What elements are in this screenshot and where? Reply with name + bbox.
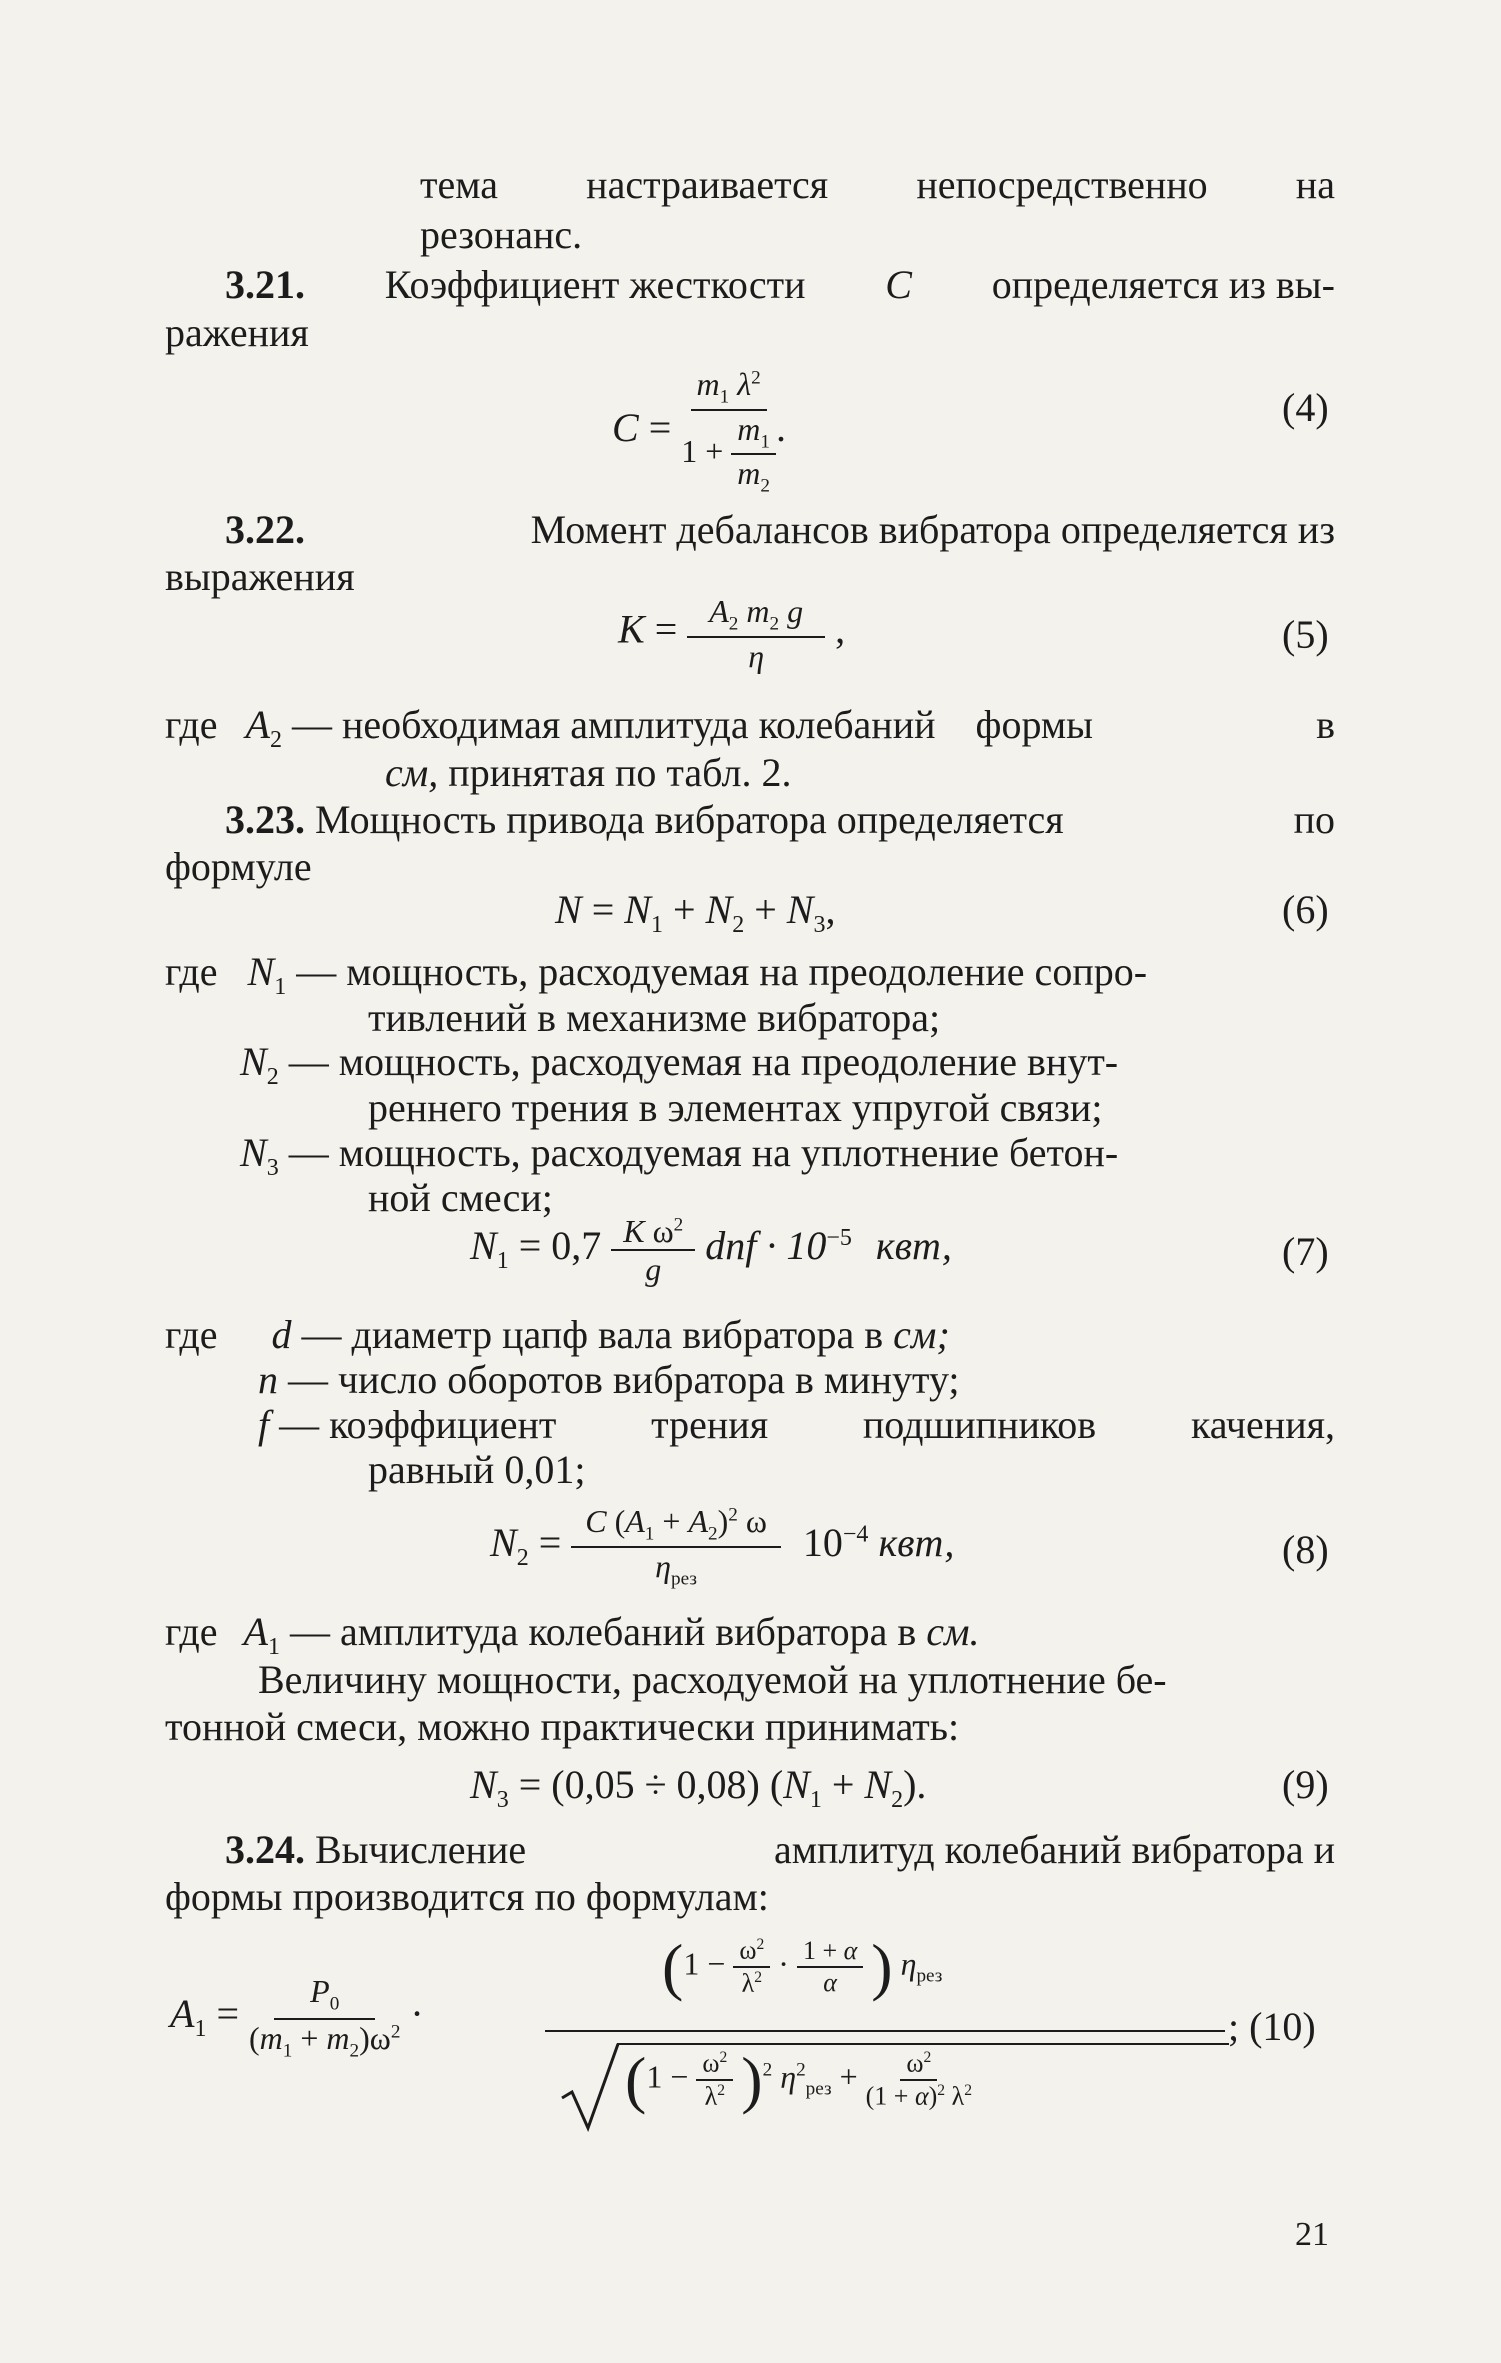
definition-line (258, 1357, 960, 1402)
symbol: m (737, 455, 761, 492)
symbol: N (864, 1762, 892, 1807)
symbol: ω (369, 2019, 391, 2056)
symbol: n (258, 1357, 278, 1402)
symbol: N (490, 1519, 517, 1565)
subscript: рез (671, 1567, 697, 1589)
where-line: где $A_2$ — необходимая амплитуда колебаний формы в (165, 702, 1335, 753)
fraction: $\frac{\omega^2}{(1 + \alpha)^2 \lambda^2}$ (865, 2049, 972, 2111)
where-line (165, 1312, 950, 1357)
symbol: N (240, 1130, 267, 1175)
symbol: η (748, 637, 765, 674)
symbol: N (470, 1762, 497, 1807)
text: — диаметр цапф вала вибратора в (301, 1312, 884, 1357)
symbol: A (625, 1503, 645, 1539)
symbol: α (914, 2081, 929, 2111)
equation-number: (4) (1282, 385, 1329, 430)
fraction: $\frac{K \omega^2}{g}$ (611, 1215, 695, 1285)
symbol: g (645, 1251, 662, 1287)
text: — мощность, расходуемая на уплотнение бетон- (288, 1130, 1119, 1175)
symbol: ω (739, 1936, 757, 1965)
symbol: C (585, 1503, 607, 1539)
text-line: формы производится по формулам: (165, 1874, 769, 1919)
equation-9: $N_3 = (0,05 \div 0,08) (N_1 + N_2)$. (470, 1762, 927, 1813)
equation-6: $N = N_1 + N_2 + N_3$, (555, 887, 836, 938)
text: Коэффициент жесткости (384, 262, 806, 307)
symbol: d (271, 1312, 292, 1357)
symbol: m (746, 593, 770, 629)
exponent: −5 (826, 1224, 852, 1251)
equation-10-numerator: (1 − $\frac{\omega^2}{\lambda^2}$ · $\frac{1 + \alpha}{\alpha}$ ) $\eta_{рез}$ (662, 1931, 943, 2002)
symbol: A (709, 593, 729, 629)
text-line: ражения (165, 310, 309, 355)
symbol: m (737, 410, 761, 447)
section-3-23-heading (225, 797, 1335, 842)
text: определяется из вы- (991, 262, 1335, 307)
section-3-24-heading (225, 1827, 1335, 1872)
text-line: резонанс. (420, 212, 583, 257)
equation-number: (5) (1282, 612, 1329, 657)
text-line: Величину мощности, расходуемой на уплотнение бе- (258, 1657, 1167, 1702)
where-line: где $A_1$ — амплитуда колебаний вибратора в см. (165, 1609, 980, 1660)
text: принятая по табл. 2. (448, 750, 792, 795)
radical-stroke (562, 2044, 618, 2128)
symbol: α (823, 1968, 837, 1997)
text: где (165, 1312, 218, 1357)
section-number: 3.21. (225, 262, 305, 307)
text: — число оборотов вибратора в минуту; (288, 1357, 960, 1402)
symbol: K (618, 606, 645, 652)
text: — мощность, расходуемая на преодоление внут- (288, 1039, 1119, 1084)
equation-number: ; (10) (1228, 2004, 1316, 2049)
symbol: λ (741, 1968, 755, 1998)
expression: dnf · 10 (705, 1223, 827, 1269)
symbol: ω (906, 2049, 924, 2078)
symbol: A (245, 702, 270, 747)
section-3-21-heading (225, 262, 1335, 307)
equation-number: (6) (1282, 887, 1329, 932)
equation-10-lhs: $A_1$ = $\frac{P_0}{(m_1 + m_2)\omega^2}$ · (170, 1973, 424, 2061)
text: Момент дебалансов вибратора определяется из (530, 507, 1335, 552)
symbol: g (787, 593, 804, 629)
where-line: где $N_1$ — мощность, расходуемая на преодоление сопро- (165, 949, 1148, 1000)
page-number: 21 (1295, 2216, 1329, 2253)
text: трения (651, 1402, 769, 1447)
equation-number: (8) (1282, 1527, 1329, 1572)
symbol: N (555, 887, 582, 932)
text-line: тивлений в механизме вибратора; (368, 995, 941, 1040)
text: Мощность привода вибратора определяется (315, 797, 1064, 842)
text: — коэффициент (279, 1402, 557, 1447)
symbol: C (885, 262, 912, 307)
text: где (165, 1609, 218, 1654)
text-line: реннего трения в элементах упругой связи; (368, 1085, 1103, 1130)
symbol: λ (704, 2081, 718, 2111)
symbol: m (326, 2019, 350, 2056)
range: (0,05 ÷ 0,08) (551, 1762, 760, 1807)
symbol: ω (652, 1213, 674, 1249)
text: — необходимая амплитуда колебаний (291, 702, 936, 747)
equation-4: C = $m_1$ $\lambda^2$ 1 + $\frac{m_1}{m_2}$ . (612, 366, 786, 497)
text: где (165, 949, 218, 994)
text-line (385, 750, 792, 795)
fraction: $\frac{P_0}{(m_1 + m_2)\omega^2}$ (249, 1973, 401, 2061)
text: формы (975, 702, 1094, 747)
text-line: ной смеси; (368, 1175, 553, 1220)
symbol: 1 (681, 432, 698, 469)
symbol: ω (745, 1503, 767, 1539)
equation-10-denominator: (1 − $\frac{\omega^2}{\lambda^2}$ )$^2$ $\eta^2_{рез}$ + $\frac{\omega^2}{(1 + \alpha)^2 \lambda^2}$ (625, 2044, 972, 2115)
equation-5: K = $\frac{A_2 m_2 g}{\eta}$ , (618, 593, 846, 674)
equation-number: (9) (1282, 1762, 1329, 1807)
text: — амплитуда колебаний вибратора в (289, 1609, 917, 1654)
unit: см. (926, 1609, 980, 1654)
equation-8: $N_2$ = C $(A_1 + A_2)^2$ ω $\eta_{рез}$ $10^{-4}$ квт, (490, 1503, 955, 1589)
symbol: P (310, 1973, 330, 2009)
symbol: N (783, 1762, 810, 1807)
fraction: $\frac{A_2 m_2 g}{\eta}$ (687, 595, 825, 672)
fraction: $\frac{1 + \alpha}{\alpha}$ (797, 1938, 863, 1996)
fraction: C $(A_1 + A_2)^2$ ω $\eta_{рез}$ (571, 1505, 781, 1588)
symbol: A (243, 1609, 268, 1654)
unit: см; (893, 1312, 950, 1357)
symbol: N (470, 1223, 497, 1269)
symbol: N (247, 949, 275, 994)
fraction: $m_1$ $\lambda^2$ 1 + $\frac{m_1}{m_2}$ (681, 368, 776, 496)
text: в (1316, 702, 1335, 747)
symbol: A (170, 1990, 195, 2036)
radical-vinculum (617, 2043, 1229, 2045)
radical-sign (560, 2040, 620, 2132)
subscript: рез (916, 1965, 943, 1987)
text: — мощность, расходуемая на преодоление сопро- (296, 949, 1148, 994)
symbol: A (688, 1503, 708, 1539)
unit: см, (385, 750, 439, 795)
text-line: тонной смеси, можно практически принимать: (165, 1704, 960, 1749)
symbol: K (623, 1213, 645, 1249)
text: подшипников (862, 1402, 1097, 1447)
symbol: λ (737, 366, 752, 402)
text-line: выражения (165, 554, 355, 599)
coefficient: 0,7 (551, 1223, 602, 1269)
section-3-22-heading (225, 507, 1335, 552)
section-number: 3.22. (225, 507, 305, 552)
symbol: N (705, 887, 733, 932)
unit: квт, (878, 1519, 955, 1565)
word: непосредственно (916, 162, 1208, 207)
equation-7: $N_1 = 0,7$ $\frac{K \omega^2}{g}$ dnf · $10^{-5}$ квт, (470, 1213, 952, 1287)
unit: квт, (875, 1223, 952, 1269)
symbol: N (786, 887, 814, 932)
text: амплитуд колебаний вибратора и (773, 1827, 1335, 1872)
definition-line (258, 1402, 1335, 1447)
text: по (1293, 797, 1335, 842)
symbol: λ (951, 2081, 965, 2111)
symbol: N (240, 1039, 267, 1084)
text: где (165, 702, 218, 747)
symbol: α (843, 1936, 858, 1965)
symbol: η (780, 2058, 797, 2095)
text: Вычисление (315, 1827, 527, 1872)
word: тема (420, 162, 499, 207)
exponent: −4 (842, 1521, 869, 1548)
symbol: ω (702, 2049, 720, 2078)
symbol: N (624, 887, 651, 932)
section-number: 3.24. (225, 1827, 305, 1872)
symbol: m (259, 2019, 283, 2056)
power-base: 10 (802, 1519, 843, 1565)
fraction-bar (545, 2030, 1225, 2032)
fraction: $\frac{\omega^2}{\lambda^2}$ (733, 1937, 770, 1996)
equation-number: (7) (1282, 1229, 1329, 1274)
text: качения, (1190, 1402, 1335, 1447)
text-line (420, 162, 1335, 207)
subscript: рез (805, 2078, 832, 2100)
fraction: $\frac{m_1}{m_2}$ (731, 413, 776, 496)
symbol: η (655, 1547, 672, 1584)
symbol: f (258, 1402, 270, 1447)
word: на (1295, 162, 1335, 207)
symbol: η (900, 1945, 917, 1982)
text-line: равный 0,01; (368, 1447, 586, 1492)
definition-line: $N_2$ — мощность, расходуемая на преодоление внут- (240, 1039, 1119, 1090)
word: настраивается (586, 162, 829, 207)
symbol: m (696, 366, 720, 402)
definition-line: $N_3$ — мощность, расходуемая на уплотнение бетон- (240, 1130, 1119, 1181)
section-number: 3.23. (225, 797, 305, 842)
fraction: $\frac{\omega^2}{\lambda^2}$ (696, 2050, 733, 2109)
symbol: C (612, 405, 639, 451)
text-line: формуле (165, 844, 312, 889)
